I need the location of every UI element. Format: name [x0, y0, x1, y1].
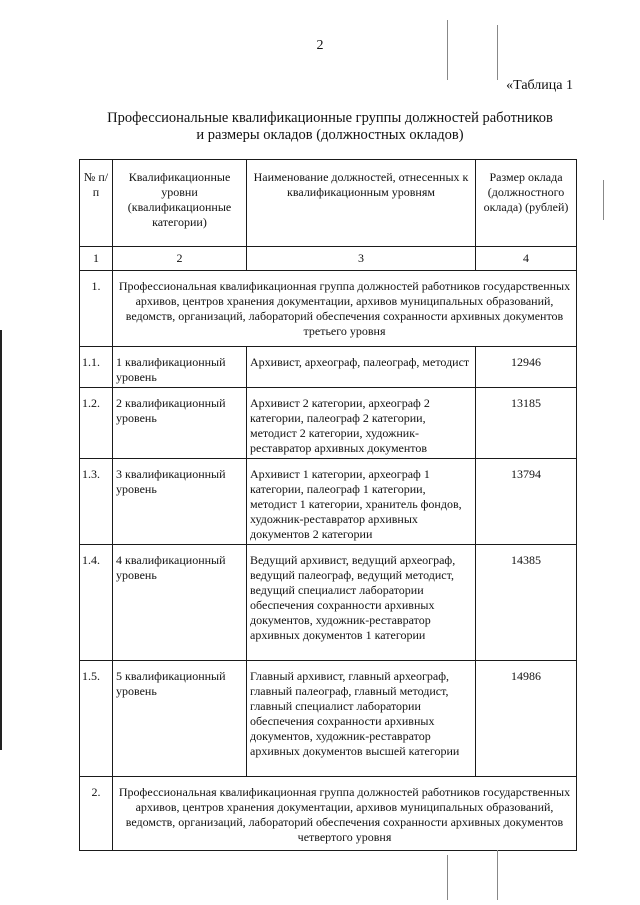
column-number: 1	[80, 247, 113, 271]
group-row-1	[80, 271, 577, 347]
column-number: 3	[247, 247, 476, 271]
qualification-level: 4 квалификационный уровень	[113, 545, 247, 661]
table-row	[80, 347, 577, 388]
header-qualification-levels: Квалификационные уровни (квалификационные категории)	[113, 160, 247, 247]
header-num: № п/п	[80, 160, 113, 247]
scan-artifact	[497, 25, 498, 80]
salary-value: 14385	[476, 545, 577, 661]
positions: Архивист, археограф, палеограф, методист	[247, 347, 476, 388]
table-header-row	[80, 160, 577, 247]
header-salary: Размер оклада (должностного оклада) (рублей)	[476, 160, 577, 247]
group-number: 2.	[80, 777, 113, 851]
document-title-line-2: и размеры окладов (должностных окладов)	[196, 127, 464, 143]
row-number: 1.1.	[80, 347, 113, 388]
salary-value: 12946	[476, 347, 577, 388]
page-number: 2	[316, 38, 324, 53]
document-title-line-1: Профессиональные квалификационные группы должностей работников	[107, 110, 553, 126]
salary-value: 14986	[476, 661, 577, 777]
table-row	[80, 661, 577, 777]
table-row	[80, 459, 577, 545]
positions: Архивист 2 категории, археограф 2 категории, палеограф 2 категории, методист 2 категории, художник-реставратор архивных документов	[247, 388, 476, 459]
qualification-level: 2 квалификационный уровень	[113, 388, 247, 459]
scan-artifact	[603, 180, 604, 220]
row-number: 1.4.	[80, 545, 113, 661]
group-number: 1.	[80, 271, 113, 347]
salary-table	[79, 159, 577, 851]
salary-value: 13185	[476, 388, 577, 459]
positions: Архивист 1 категории, археограф 1 категории, палеограф 1 категории, методист 1 категории, хранитель фондов, художник-реставратор архивных документов 2 категории	[247, 459, 476, 545]
qualification-level: 1 квалификационный уровень	[113, 347, 247, 388]
column-number-row	[80, 247, 577, 271]
group-title: Профессиональная квалификационная группа должностей работников государственных архивов, центров хранения документации, архивов муниципальных образований, ведомств, организаций, лабораторий обеспечения сохранности архивных документов третьего уровня	[113, 271, 577, 347]
positions: Ведущий архивист, ведущий археограф, ведущий палеограф, ведущий методист, ведущий специалист лаборатории обеспечения сохранности архивных документов, художник-реставратор архивных документов 1 категории	[247, 545, 476, 661]
scan-edge-line	[0, 330, 2, 750]
header-positions: Наименование должностей, отнесенных к квалификационным уровням	[247, 160, 476, 247]
row-number: 1.2.	[80, 388, 113, 459]
column-number: 4	[476, 247, 577, 271]
table-row	[80, 388, 577, 459]
table-label: «Таблица 1	[506, 78, 573, 93]
positions: Главный архивист, главный археограф, главный палеограф, главный методист, главный специалист лаборатории обеспечения сохранности архивных документов, художник-реставратор архивных документов высшей категории	[247, 661, 476, 777]
scan-artifact	[447, 20, 448, 80]
scan-artifact	[497, 850, 498, 900]
document-title	[80, 110, 580, 144]
row-number: 1.3.	[80, 459, 113, 545]
row-number: 1.5.	[80, 661, 113, 777]
scan-artifact	[447, 855, 448, 900]
table-row	[80, 545, 577, 661]
qualification-level: 5 квалификационный уровень	[113, 661, 247, 777]
group-row-2	[80, 777, 577, 851]
qualification-level: 3 квалификационный уровень	[113, 459, 247, 545]
salary-value: 13794	[476, 459, 577, 545]
group-title: Профессиональная квалификационная группа должностей работников государственных архивов, центров хранения документации, архивов муниципальных образований, ведомств, организаций, лабораторий обеспечения сохранности архивных документов четвертого уровня	[113, 777, 577, 851]
column-number: 2	[113, 247, 247, 271]
